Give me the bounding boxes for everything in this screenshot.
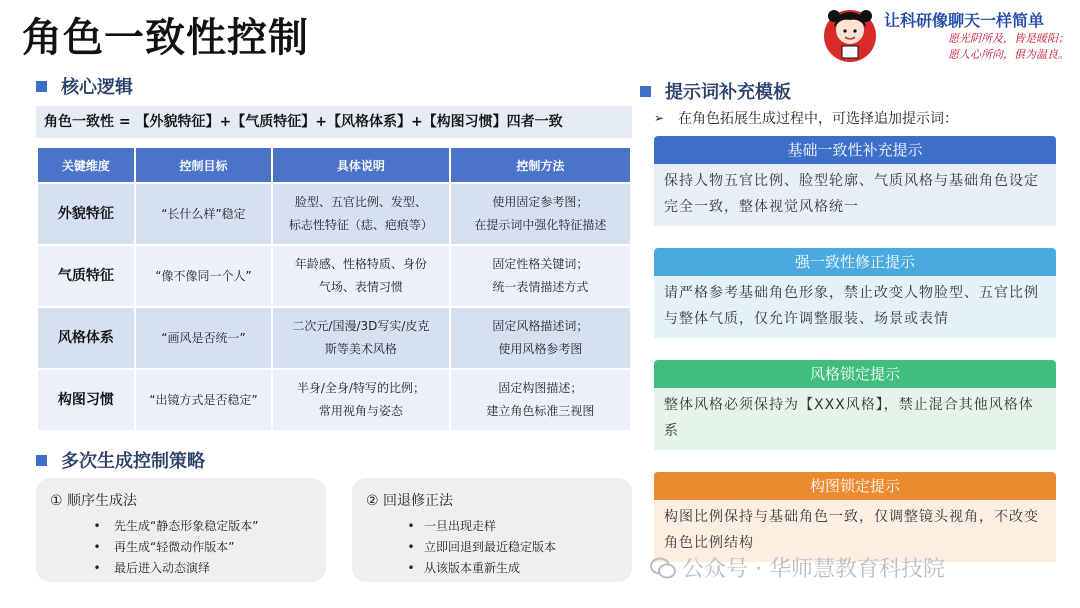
watermark-text: 公众号 · 华师慧教育科技院 — [682, 557, 945, 582]
description-line: 脸型、五官比例、发型、 — [294, 195, 427, 210]
section-heading-core-logic — [36, 73, 133, 99]
template-body: 请严格参考基础角色形象，禁止改变人物脸型、五官比例与整体气质，仅允许调整服装、场景或表情 — [654, 276, 1056, 338]
square-bullet-icon — [640, 86, 651, 97]
dimension-table — [36, 146, 632, 432]
list-item-text: 最后进入动态演绎 — [114, 561, 211, 575]
method-line: 建立角色标准三视图 — [486, 404, 595, 418]
template-strong-correction — [654, 248, 1056, 338]
table-header-row — [37, 147, 631, 183]
section-heading-templates — [640, 78, 791, 104]
method-cell — [450, 307, 631, 369]
method-line: 统一表情描述方式 — [492, 280, 589, 294]
section-heading-strategy — [36, 447, 205, 473]
list-item-text: 从该版本重新生成 — [424, 561, 521, 575]
brand-slogan: 让科研像聊天一样简单 — [884, 11, 1045, 30]
brand-motto-line-1: 愿光阴所及，皆是暖阳； — [948, 32, 1069, 45]
strategy-card-title: ① 顺序生成法 — [50, 493, 138, 509]
description-line: 常用视角与姿态 — [318, 404, 403, 418]
mascot-icon — [820, 4, 880, 64]
square-bullet-icon — [36, 81, 47, 92]
list-item — [366, 516, 618, 537]
brand-block — [820, 4, 1070, 66]
dimension-cell: 风格体系 — [37, 307, 135, 369]
method-line: 固定构图描述； — [498, 381, 583, 396]
method-line: 使用固定参考图； — [492, 195, 589, 210]
template-title: 基础一致性补充提示 — [654, 136, 1056, 164]
description-line: 年龄感、性格特质、身份 — [294, 257, 427, 272]
table-header-cell: 控制方法 — [450, 147, 631, 183]
template-basic-consistency — [654, 136, 1056, 226]
description-cell — [272, 369, 449, 431]
goal-cell: “画风是否统一” — [135, 307, 273, 369]
method-line: 在提示词中强化特征描述 — [474, 218, 607, 232]
table-header-cell: 关键维度 — [37, 147, 135, 183]
page-title: 角色一致性控制 — [22, 15, 309, 61]
strategy-list — [366, 516, 618, 579]
table-header-cell: 控制目标 — [135, 147, 273, 183]
list-item — [50, 558, 312, 579]
list-item — [50, 516, 312, 537]
goal-cell: “出镜方式是否稳定” — [135, 369, 273, 431]
description-cell — [272, 307, 449, 369]
dimension-cell: 外貌特征 — [37, 183, 135, 245]
dimension-cell: 构图习惯 — [37, 369, 135, 431]
table-header-cell: 具体说明 — [272, 147, 449, 183]
bullet-dot-icon: • — [93, 519, 101, 533]
template-body: 构图比例保持与基础角色一致，仅调整镜头视角，不改变角色比例结构 — [654, 500, 1056, 562]
method-cell — [450, 183, 631, 245]
list-item-text: 立即回退到最近稳定版本 — [424, 540, 557, 554]
template-body: 保持人物五官比例、脸型轮廓、气质风格与基础角色设定完全一致，整体视觉风格统一 — [654, 164, 1056, 226]
strategy-list — [50, 516, 312, 579]
table-row — [37, 369, 631, 431]
watermark — [650, 552, 945, 583]
section-heading-label: 核心逻辑 — [61, 77, 133, 98]
description-line: 二次元/国漫/3D写实/皮克 — [292, 319, 430, 334]
description-line: 气场、表情习惯 — [318, 280, 403, 294]
description-line: 标志性特征（痣、疤痕等） — [288, 218, 433, 232]
list-item — [50, 537, 312, 558]
bullet-dot-icon: • — [407, 519, 415, 533]
templates-lead-text: 在角色拓展生成过程中，可选择追加提示词： — [678, 111, 958, 127]
strategy-card-rollback — [352, 478, 632, 582]
description-cell — [272, 245, 449, 307]
template-title: 强一致性修正提示 — [654, 248, 1056, 276]
template-composition-lock — [654, 472, 1056, 562]
dimension-cell: 气质特征 — [37, 245, 135, 307]
method-line: 固定性格关键词； — [492, 257, 589, 272]
method-line: 固定风格描述词； — [492, 319, 589, 334]
goal-cell: “长什么样”稳定 — [135, 183, 273, 245]
wechat-icon — [650, 557, 676, 579]
list-item — [366, 537, 618, 558]
description-cell — [272, 183, 449, 245]
table-row — [37, 245, 631, 307]
list-item-text: 先生成“静态形象稳定版本” — [114, 519, 259, 533]
list-item — [366, 558, 618, 579]
bullet-dot-icon: • — [407, 561, 415, 575]
section-heading-label: 提示词补充模板 — [665, 82, 791, 103]
template-title: 风格锁定提示 — [654, 360, 1056, 388]
method-cell — [450, 369, 631, 431]
strategy-card-sequential — [36, 478, 326, 582]
bullet-dot-icon: • — [93, 561, 101, 575]
template-body: 整体风格必须保持为【XXX风格】，禁止混合其他风格体系 — [654, 388, 1056, 450]
template-style-lock — [654, 360, 1056, 450]
formula-banner: 角色一致性 = 【外貌特征】+【气质特征】+【风格体系】+【构图习惯】四者一致 — [36, 106, 632, 138]
table-row — [37, 307, 631, 369]
strategy-card-title: ② 回退修正法 — [366, 493, 454, 509]
bullet-dot-icon: • — [93, 540, 101, 554]
square-bullet-icon — [36, 455, 47, 466]
description-line: 斯等美术风格 — [324, 342, 397, 356]
section-heading-label: 多次生成控制策略 — [61, 451, 205, 472]
table-row — [37, 183, 631, 245]
list-item-text: 一旦出现走样 — [424, 519, 497, 533]
bullet-dot-icon: • — [407, 540, 415, 554]
list-item-text: 再生成“轻微动作版本” — [114, 540, 235, 554]
templates-lead — [654, 108, 958, 128]
method-cell — [450, 245, 631, 307]
method-line: 使用风格参考图 — [498, 342, 583, 356]
description-line: 半身/全身/特写的比例； — [296, 381, 425, 396]
template-title: 构图锁定提示 — [654, 472, 1056, 500]
arrow-right-icon: ➢ — [654, 111, 665, 125]
goal-cell: “像不像同一个人” — [135, 245, 273, 307]
brand-motto-line-2: 愿人心所向，俱为温良。 — [948, 48, 1069, 61]
